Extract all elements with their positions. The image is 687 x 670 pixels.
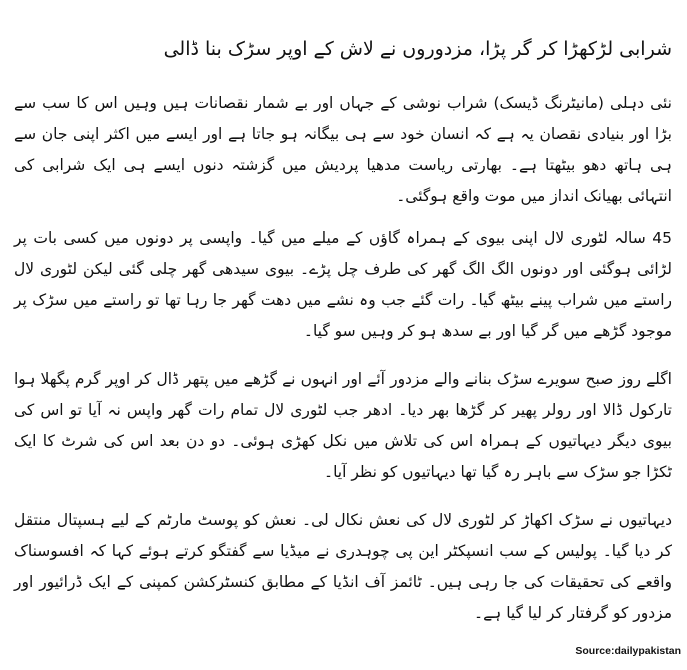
news-article [14,0,672,670]
article-paragraph-2: 45 سالہ لٹوری لال اپنی بیوی کے ہمراہ گاﺅں کے میلے میں گیا۔ واپسی پر دونوں میں کسی بات پر لڑائی ہوگئی اور دونوں الگ الگ گھر کی طرف چل پڑے۔ بیوی سیدھی گھر چلی گئی لیکن لٹوری لال راستے میں شراب پینے بیٹھ گیا۔ رات گئے جب وہ نشے میں دھت گھر جا رہا تھا تو راستے میں سڑک پر موجود گڑھے میں گر گیا اور بے سدھ ہو کر وہیں سو گیا۔ [14,229,672,340]
article-paragraph-3: اگلے روز صبح سویرے سڑک بنانے والے مزدور آئے اور انہوں نے گڑھے میں پتھر ڈال کر اوپر گرم پگھلا ہوا تارکول ڈالا اور رولر پھیر کر گڑھا بھر دیا۔ ادھر جب لٹوری لال تمام رات گھر واپس نہ آیا تو اس کی بیوی دیگر دیہاتیوں کے ہمراہ اس کی تلاش میں نکل کھڑی ہوئی۔ دو دن بعد اس کی شرٹ کا ایک ٹکڑا جو سڑک سے باہر رہ گیا تھا دیہاتیوں کو نظر آیا۔ [14,370,672,481]
article-headline: شرابی لڑکھڑا کر گر پڑا، مزدوروں نے لاش کے اوپر سڑک بنا ڈالی [163,38,672,60]
source-credit: Source:dailypakistan [575,645,681,657]
article-paragraph-1: نئی دہلی (مانیٹرنگ ڈیسک) شراب نوشی کے جہاں اور بے شمار نقصانات ہیں وہیں اس کا سب سے بڑا اور بنیادی نقصان یہ ہے کہ انسان خود سے ہی بیگانہ ہو جاتا ہے اور ایسے میں اکثر اپنی جان سے ہی ہاتھ دھو بیٹھتا ہے۔ بھارتی ریاست مدھیا پردیش میں گزشتہ دنوں ایسے ہی ایک شرابی کی انتہائی بھیانک انداز میں موت واقع ہوگئی۔ [14,94,672,205]
article-paragraph-4: دیہاتیوں نے سڑک اکھاڑ کر لٹوری لال کی نعش نکال لی۔ نعش کو پوسٹ مارٹم کے لیے ہسپتال منتقل کر دیا گیا۔ پولیس کے سب انسپکٹر این پی چوہدری نے میڈیا سے گفتگو کرتے ہوئے کہا کہ افسوسناک واقعے کی تحقیقات کی جا رہی ہیں۔ ٹائمز آف انڈیا کے مطابق کنسٹرکشن کمپنی کے ایک ڈرائیور اور مزدور کو گرفتار کر لیا گیا ہے۔ [14,511,672,622]
